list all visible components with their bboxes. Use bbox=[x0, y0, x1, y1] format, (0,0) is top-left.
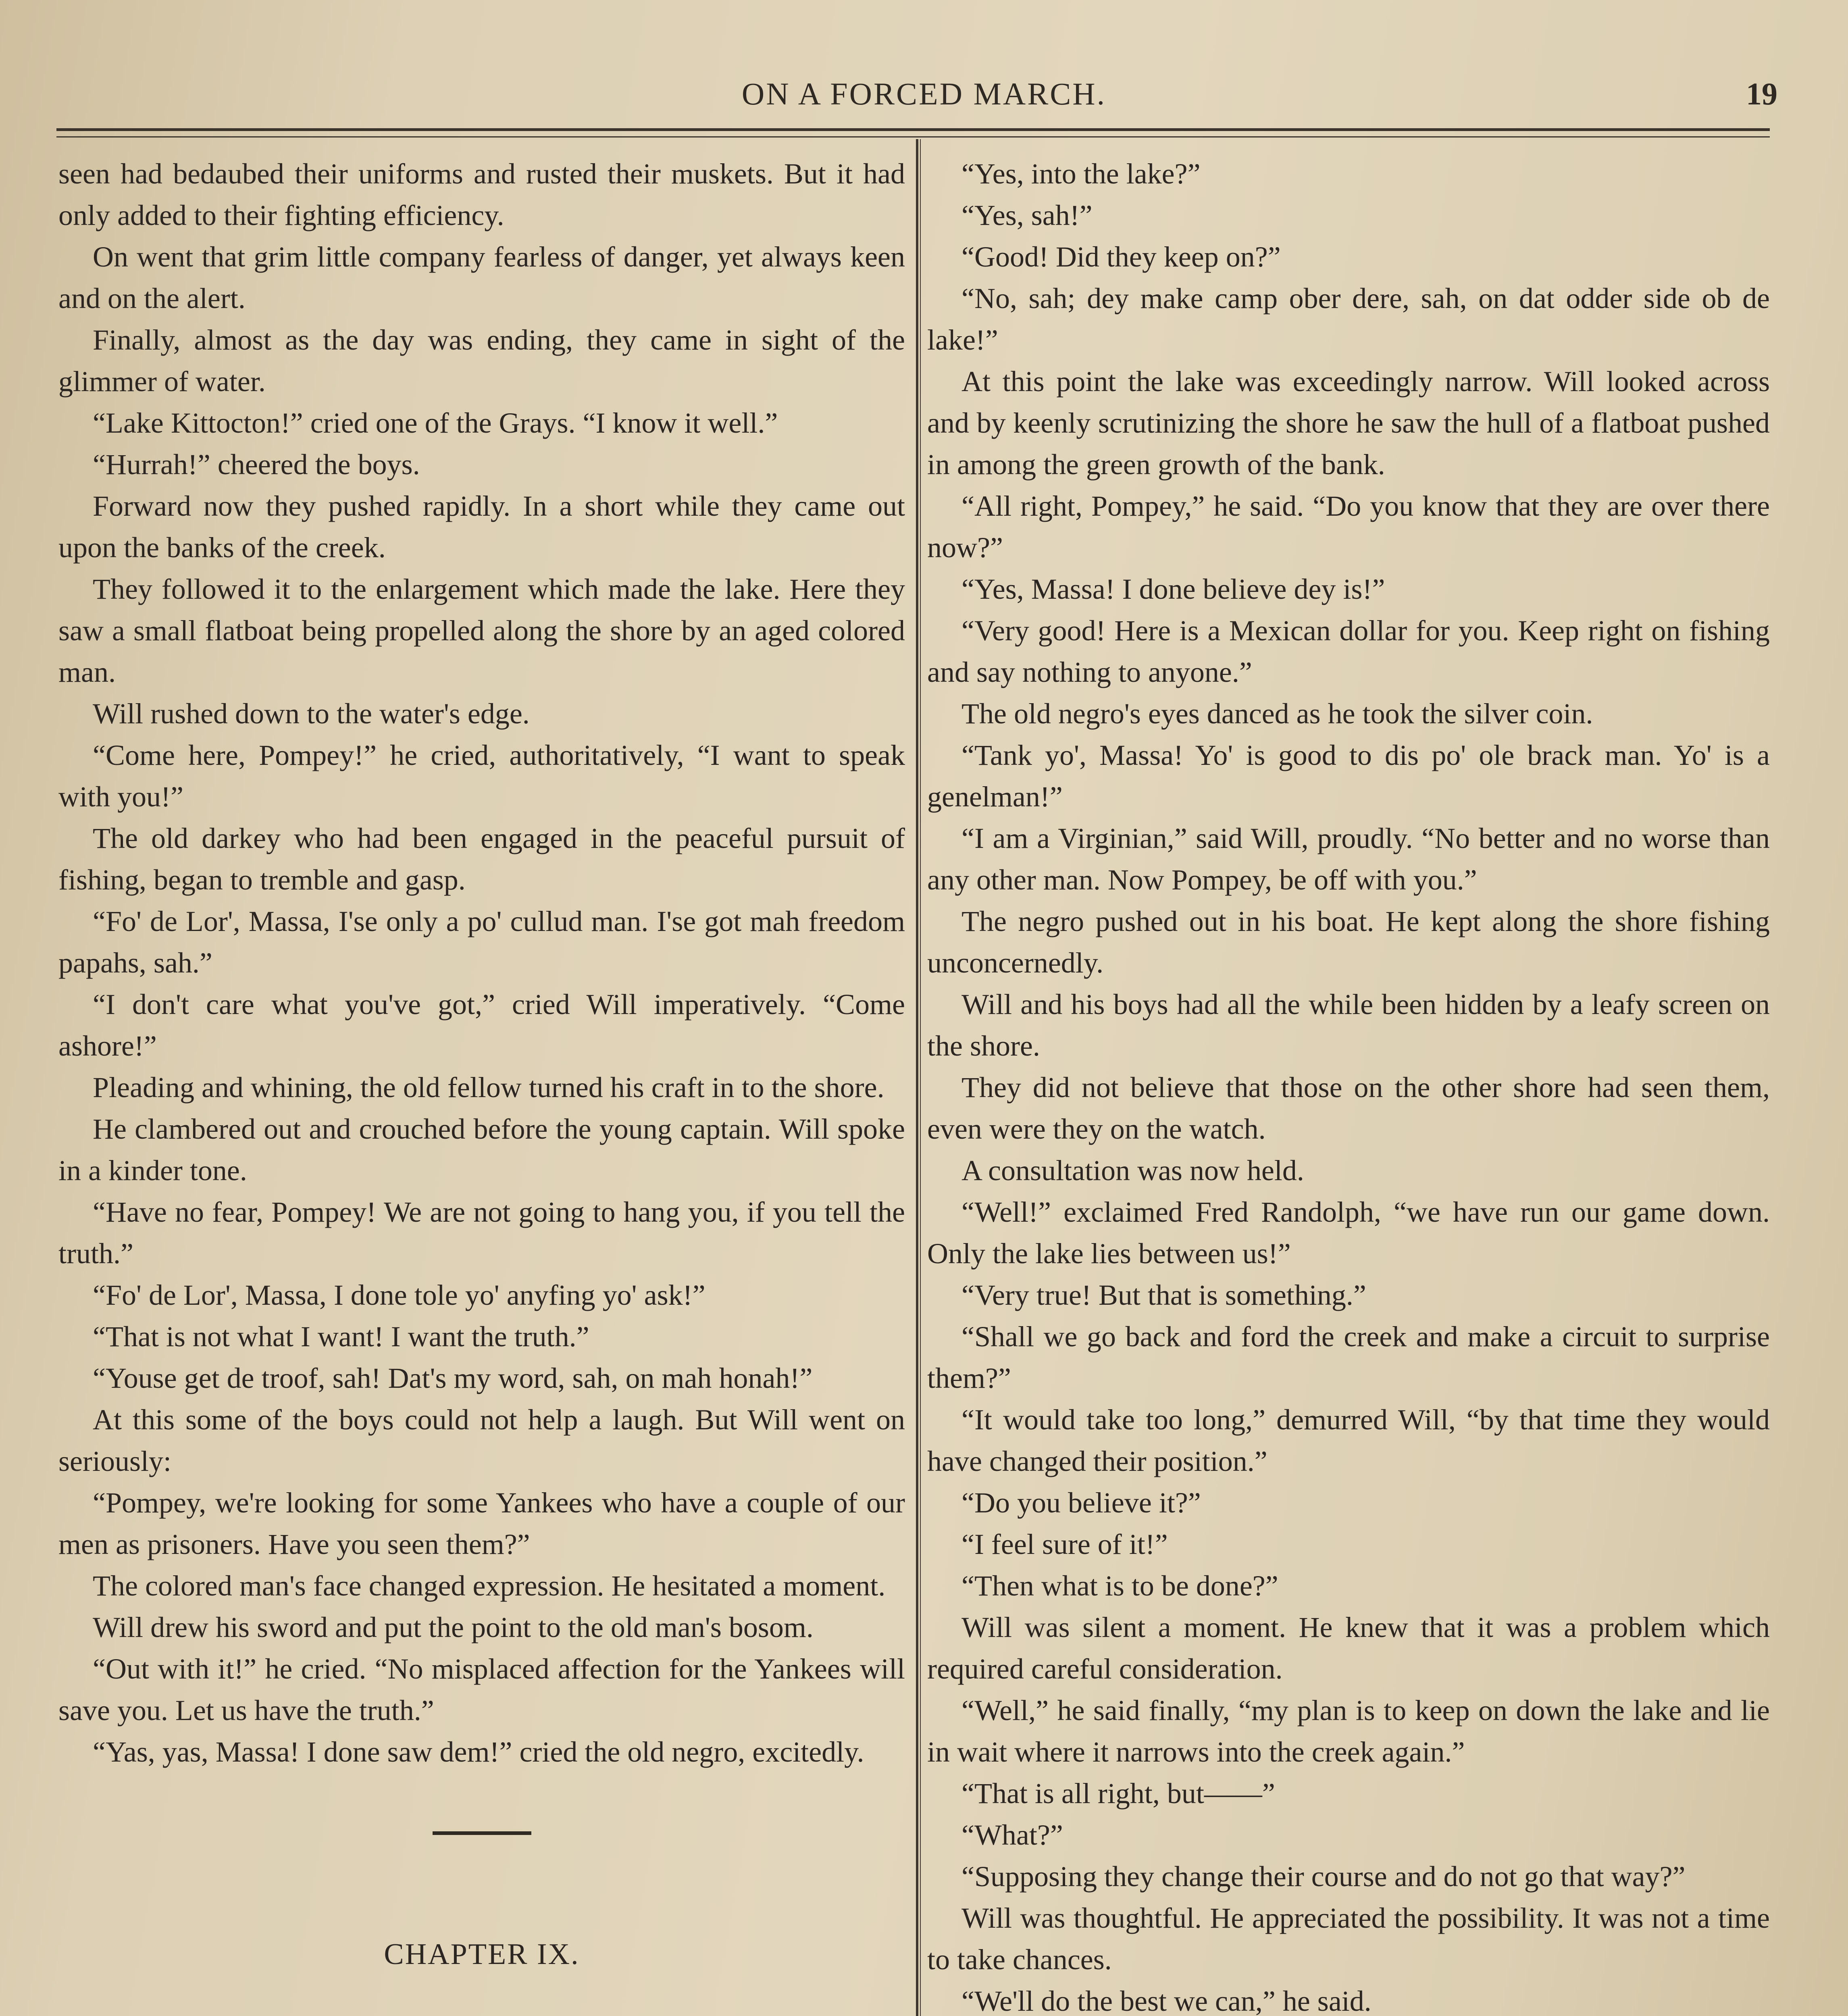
paragraph: “That is all right, but——” bbox=[961, 1777, 1275, 1810]
paragraph: “Good! Did they keep on?” bbox=[961, 241, 1281, 273]
page-number: 19 bbox=[1746, 76, 1777, 111]
paragraph: “Do you believe it?” bbox=[961, 1487, 1201, 1519]
paragraph: “I feel sure of it!” bbox=[961, 1528, 1168, 1560]
left-column bbox=[58, 153, 905, 2016]
paragraph: “Hurrah!” cheered the boys. bbox=[93, 448, 420, 481]
header-rule-thin bbox=[56, 136, 1770, 137]
paragraph: The colored man's face changed expression. He hesitated a moment. bbox=[93, 1570, 886, 1602]
column-divider bbox=[916, 139, 918, 2016]
paragraph: “We'll do the best we can,” he said. bbox=[961, 1985, 1371, 2016]
paragraph: “Shall we go back and ford the creek and make a circuit to surprise them?” bbox=[927, 1320, 1770, 1394]
paragraph: “All right, Pompey,” he said. “Do you know that they are over there now?” bbox=[927, 490, 1770, 564]
paragraph: “Fo' de Lor', Massa, I done tole yo' anyfing yo' ask!” bbox=[93, 1279, 705, 1311]
paragraph: “That is not what I want! I want the truth.” bbox=[93, 1320, 589, 1353]
paragraph: “Then what is to be done?” bbox=[961, 1570, 1278, 1602]
paragraph: “Out with it!” he cried. “No misplaced affection for the Yankees will save you. Let us have the truth.” bbox=[58, 1653, 905, 1727]
paragraph: Will was thoughtful. He appreciated the possibility. It was not a time to take chances. bbox=[927, 1902, 1770, 1976]
header-rule bbox=[56, 128, 1770, 131]
paragraph: “I don't care what you've got,” cried Will imperatively. “Come ashore!” bbox=[58, 988, 905, 1062]
paragraph: They did not believe that those on the other shore had seen them, even were they on the watch. bbox=[927, 1071, 1770, 1145]
paragraph: “I am a Virginian,” said Will, proudly. “No better and no worse than any other man. Now Pompey, be off with you.” bbox=[927, 822, 1770, 896]
paragraph: “Have no fear, Pompey! We are not going to hang you, if you tell the truth.” bbox=[58, 1196, 905, 1270]
paragraph: “Supposing they change their course and do not go that way?” bbox=[961, 1860, 1686, 1893]
paragraph: “Lake Kittocton!” cried one of the Grays. “I know it well.” bbox=[93, 407, 778, 439]
running-header-title: ON A FORCED MARCH. bbox=[741, 76, 1107, 111]
paragraph: “Yes, Massa! I done believe dey is!” bbox=[961, 573, 1385, 605]
paragraph: “Well,” he said finally, “my plan is to keep on down the lake and lie in wait where it narrows into the creek again.” bbox=[927, 1694, 1770, 1768]
paragraph: “Pompey, we're looking for some Yankees who have a couple of our men as prisoners. Have you seen them?” bbox=[58, 1487, 905, 1560]
paragraph: Forward now they pushed rapidly. In a short while they came out upon the banks of the creek. bbox=[58, 490, 905, 564]
paragraph: “Well!” exclaimed Fred Randolph, “we have run our game down. Only the lake lies between us!” bbox=[927, 1196, 1770, 1270]
paragraph: “Yas, yas, Massa! I done saw dem!” cried the old negro, excitedly. bbox=[93, 1736, 864, 1768]
paragraph: “Tank yo', Massa! Yo' is good to dis po' ole brack man. Yo' is a genelman!” bbox=[927, 739, 1770, 813]
paragraph: seen had bedaubed their uniforms and rusted their muskets. But it had only added to their fighting efficiency. bbox=[58, 158, 905, 231]
column-divider-thin bbox=[920, 139, 921, 2016]
chapter-title: CHAPTER IX. bbox=[384, 1938, 580, 1971]
chapter-separator-rule bbox=[433, 1831, 531, 1835]
paragraph: “Yes, into the lake?” bbox=[961, 158, 1201, 190]
paragraph: The old darkey who had been engaged in the peaceful pursuit of fishing, began to tremble and gasp. bbox=[58, 822, 905, 896]
paragraph: Will and his boys had all the while been hidden by a leafy screen on the shore. bbox=[927, 988, 1770, 1062]
paragraph: “It would take too long,” demurred Will, “by that time they would have changed their position.” bbox=[927, 1404, 1770, 1477]
paragraph: “Fo' de Lor', Massa, I'se only a po' cullud man. I'se got mah freedom papahs, sah.” bbox=[58, 905, 905, 979]
paragraph: Will was silent a moment. He knew that it was a problem which required careful consideration. bbox=[927, 1611, 1770, 1685]
paragraph: Will drew his sword and put the point to the old man's bosom. bbox=[93, 1611, 814, 1643]
paragraph: “What?” bbox=[961, 1819, 1063, 1851]
paragraph: A consultation was now held. bbox=[961, 1154, 1304, 1187]
paragraph: “Very good! Here is a Mexican dollar for you. Keep right on fishing and say nothing to anyone.” bbox=[927, 614, 1770, 688]
paragraph: The negro pushed out in his boat. He kept along the shore fishing unconcernedly. bbox=[927, 905, 1770, 979]
paragraph: “Come here, Pompey!” he cried, authoritatively, “I want to speak with you!” bbox=[58, 739, 905, 813]
paragraph: “Youse get de troof, sah! Dat's my word, sah, on mah honah!” bbox=[93, 1362, 813, 1394]
paragraph: “No, sah; dey make camp ober dere, sah, on dat odder side ob de lake!” bbox=[927, 282, 1770, 356]
paragraph: Pleading and whining, the old fellow turned his craft in to the shore. bbox=[93, 1071, 884, 1104]
paragraph: “Yes, sah!” bbox=[961, 199, 1093, 231]
paragraph: Finally, almost as the day was ending, they came in sight of the glimmer of water. bbox=[58, 324, 905, 398]
paragraph: At this point the lake was exceedingly narrow. Will looked across and by keenly scrutinizing the shore he saw the hull of a flatboat pushed in among the green growth of the bank. bbox=[927, 365, 1770, 481]
right-column bbox=[927, 153, 1770, 2016]
paragraph: He clambered out and crouched before the young captain. Will spoke in a kinder tone. bbox=[58, 1113, 905, 1187]
paragraph: Will rushed down to the water's edge. bbox=[93, 698, 530, 730]
paragraph: At this some of the boys could not help a laugh. But Will went on seriously: bbox=[58, 1404, 905, 1477]
paragraph: They followed it to the enlargement which made the lake. Here they saw a small flatboat being propelled along the shore by an aged colored man. bbox=[58, 573, 905, 688]
paragraph: On went that grim little company fearless of danger, yet always keen and on the alert. bbox=[58, 241, 905, 314]
paragraph: “Very true! But that is something.” bbox=[961, 1279, 1366, 1311]
paragraph: The old negro's eyes danced as he took the silver coin. bbox=[961, 698, 1593, 730]
